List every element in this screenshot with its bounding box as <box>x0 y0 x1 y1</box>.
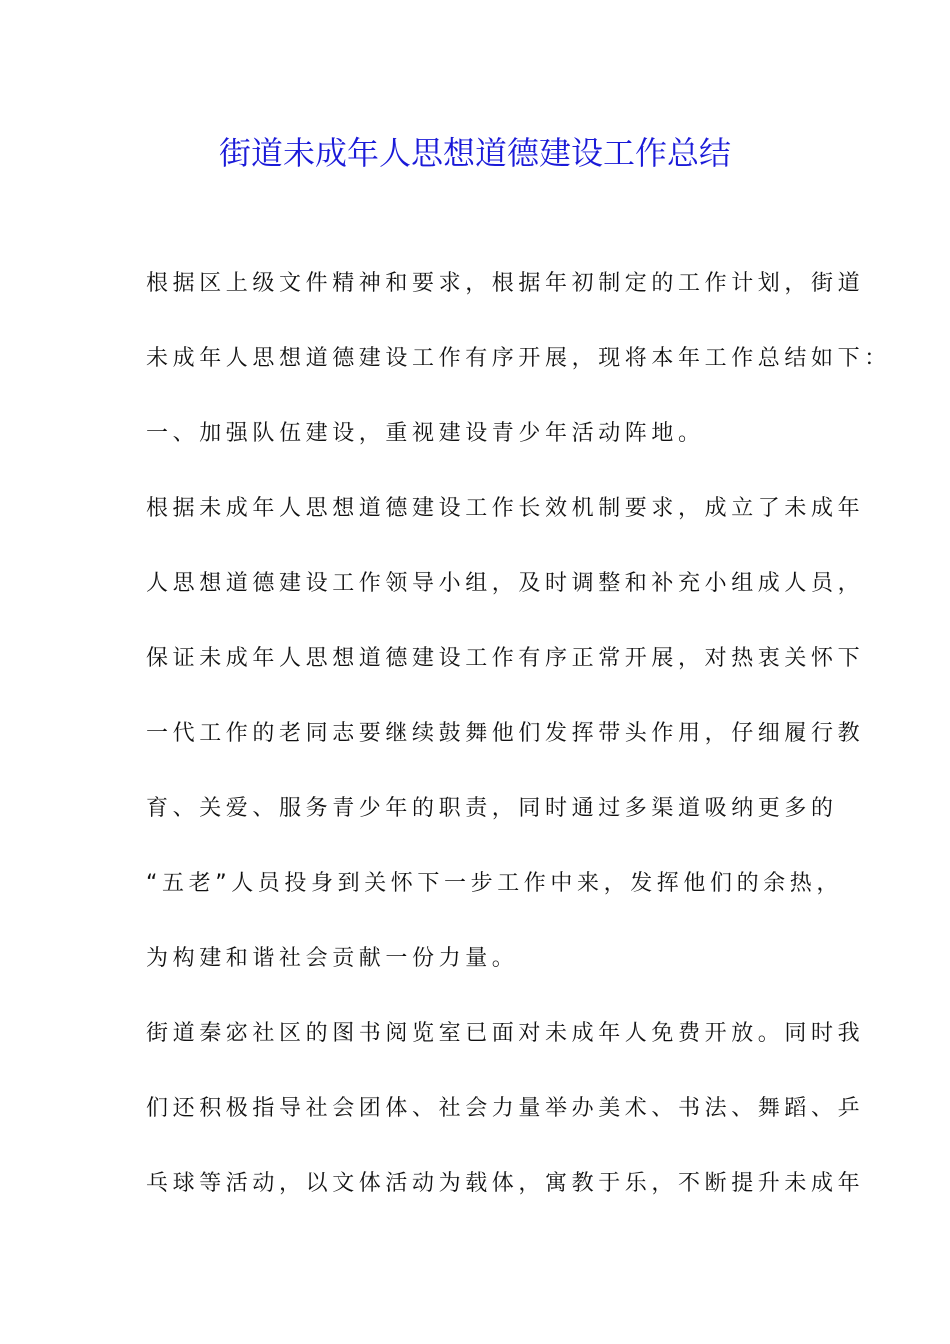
text-line: “五老”人员投身到关怀下一步工作中来，发挥他们的余热， <box>146 871 843 896</box>
text-line: 街道秦宓社区的图书阅览室已面对未成年人免费开放。同时我 <box>146 1021 865 1046</box>
text-line: 人思想道德建设工作领导小组，及时调整和补充小组成人员， <box>146 571 865 596</box>
text-line: 们还积极指导社会团体、社会力量举办美术、书法、舞蹈、乒 <box>146 1096 865 1121</box>
text-line: 根据区上级文件精神和要求，根据年初制定的工作计划，街道 <box>146 271 865 296</box>
text-line: 未成年人思想道德建设工作有序开展，现将本年工作总结如下： <box>146 346 891 371</box>
section-heading: 一、加强队伍建设，重视建设青少年活动阵地。 <box>146 421 705 446</box>
text-line: 保证未成年人思想道德建设工作有序正常开展，对热衷关怀下 <box>146 646 865 671</box>
text-line: 育、关爱、服务青少年的职责，同时通过多渠道吸纳更多的 <box>146 796 838 821</box>
document-title: 街道未成年人思想道德建设工作总结 <box>218 134 731 172</box>
text-line: 为构建和谐社会贡献一份力量。 <box>146 946 519 971</box>
text-line: 根据未成年人思想道德建设工作长效机制要求，成立了未成年 <box>146 496 865 521</box>
text-line: 一代工作的老同志要继续鼓舞他们发挥带头作用，仔细履行教 <box>146 721 865 746</box>
document-body <box>146 258 891 1233</box>
text-line: 乓球等活动，以文体活动为载体，寓教于乐，不断提升未成年 <box>146 1171 865 1196</box>
